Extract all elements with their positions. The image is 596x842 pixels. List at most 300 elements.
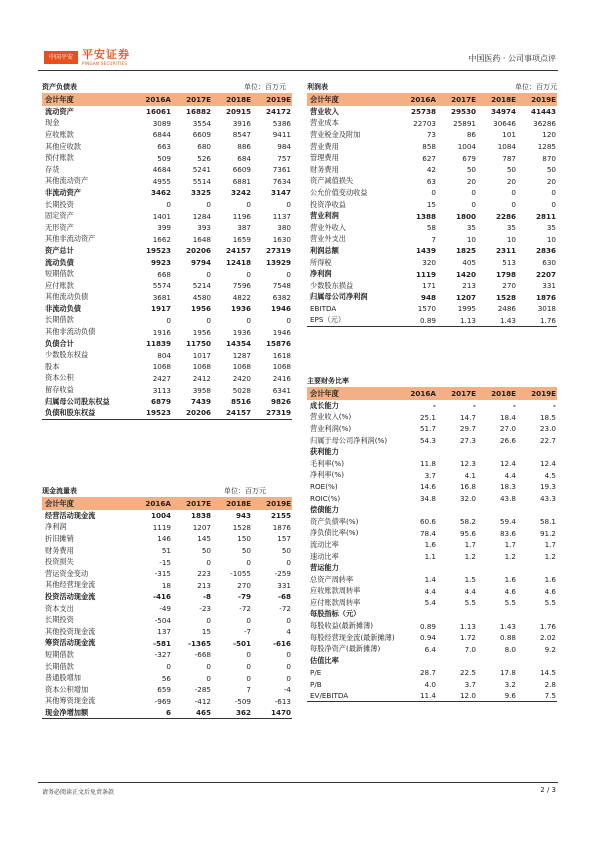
row-label: 营业外支出 bbox=[310, 234, 346, 244]
table-row bbox=[307, 551, 557, 563]
row-value: 60.6 bbox=[419, 517, 436, 527]
unit-label: 单位：百万元 bbox=[515, 82, 557, 91]
row-value: 2286 bbox=[495, 211, 516, 221]
row-value: 15 bbox=[426, 200, 436, 210]
row-value: 270 bbox=[502, 281, 516, 291]
row-value: -327 bbox=[154, 650, 171, 660]
table-row bbox=[42, 568, 292, 580]
row-label: 少数股东损益 bbox=[310, 280, 354, 290]
row-value: 1068 bbox=[192, 362, 211, 372]
row-value: 9794 bbox=[190, 258, 211, 268]
row-value: -8 bbox=[203, 592, 211, 602]
row-label: P/B bbox=[310, 679, 322, 689]
row-value: 2207 bbox=[535, 269, 556, 279]
logo-badge: 中国平安 bbox=[44, 51, 78, 64]
row-value: 5028 bbox=[232, 385, 251, 395]
header-label: 会计年度 bbox=[307, 93, 397, 106]
row-value: -15 bbox=[159, 557, 171, 567]
table-row bbox=[307, 643, 557, 655]
table-row bbox=[42, 152, 292, 164]
row-value bbox=[517, 562, 557, 574]
row-value bbox=[477, 655, 517, 667]
row-label: 其他流动负债 bbox=[45, 292, 89, 302]
table-row bbox=[307, 412, 557, 424]
row-value: 513 bbox=[502, 258, 516, 268]
row-value: 6382 bbox=[272, 292, 291, 302]
row-label: 资产负债率(%) bbox=[310, 516, 359, 526]
row-value: 2486 bbox=[497, 304, 516, 314]
row-value: 8516 bbox=[230, 397, 251, 407]
table-row bbox=[307, 222, 557, 234]
row-value: 0 bbox=[286, 673, 291, 683]
row-value bbox=[437, 609, 477, 621]
row-value: 1068 bbox=[232, 362, 251, 372]
row-value: 2420 bbox=[232, 373, 251, 383]
row-value: 8547 bbox=[232, 130, 251, 140]
table-row bbox=[307, 528, 557, 540]
table-row bbox=[42, 626, 292, 638]
row-value: 1800 bbox=[455, 211, 476, 221]
row-value: 0 bbox=[246, 673, 251, 683]
row-label: 营业利润 bbox=[310, 211, 339, 221]
row-value: 12418 bbox=[225, 258, 251, 268]
row-value: 1.6 bbox=[504, 575, 516, 585]
row-value: 91.2 bbox=[539, 528, 556, 538]
row-label: 所得税 bbox=[310, 257, 332, 267]
row-value: - bbox=[553, 401, 556, 411]
row-value: 0.89 bbox=[397, 315, 437, 327]
row-label: 资本公积增加 bbox=[45, 684, 89, 694]
row-label: 资产总计 bbox=[45, 245, 74, 255]
row-value: 24157 bbox=[225, 246, 251, 256]
row-value: 20206 bbox=[185, 246, 211, 256]
row-value: 25891 bbox=[453, 118, 476, 128]
row-value: 1956 bbox=[190, 304, 211, 314]
table-row bbox=[42, 234, 292, 246]
row-value: 0 bbox=[206, 615, 211, 625]
row-value: 2311 bbox=[495, 246, 516, 256]
row-label: 经营活动现金流 bbox=[45, 510, 96, 520]
row-value: -616 bbox=[273, 638, 291, 648]
row-value: 1.4 bbox=[424, 575, 436, 585]
header-year: 2016A bbox=[132, 497, 172, 510]
row-value: 6 bbox=[132, 707, 172, 719]
row-value: 0 bbox=[286, 662, 291, 672]
row-label: 负债合计 bbox=[45, 338, 74, 348]
row-value: 6881 bbox=[232, 176, 251, 186]
row-value: 19523 bbox=[145, 246, 171, 256]
row-value: -613 bbox=[274, 696, 291, 706]
table-row bbox=[307, 609, 557, 621]
table-row bbox=[42, 199, 292, 211]
row-label: 其他经营现金流 bbox=[45, 580, 96, 590]
row-value: 757 bbox=[277, 153, 291, 163]
row-value: 5386 bbox=[272, 118, 291, 128]
row-label: 现金净增加额 bbox=[42, 707, 132, 719]
row-value: -7 bbox=[243, 627, 251, 637]
row-value: 3958 bbox=[192, 385, 211, 395]
row-value: - bbox=[513, 401, 516, 411]
row-value: 1.5 bbox=[464, 575, 476, 585]
row-value: -23 bbox=[199, 604, 211, 614]
row-label: 应收账款周转率 bbox=[310, 586, 361, 596]
row-label: 其他投资现金流 bbox=[45, 626, 96, 636]
row-value: 51.7 bbox=[419, 424, 436, 434]
row-label: 应付账款周转率 bbox=[310, 597, 361, 607]
row-value: 16061 bbox=[145, 107, 171, 117]
row-value: 150 bbox=[237, 534, 251, 544]
row-value: 1.43 bbox=[499, 621, 516, 631]
table-row bbox=[307, 176, 557, 188]
row-value: 14.6 bbox=[419, 482, 436, 492]
row-label: 长期投资 bbox=[45, 615, 74, 625]
row-value: 5.5 bbox=[464, 598, 476, 608]
header-label: 会计年度 bbox=[307, 387, 397, 400]
table-row bbox=[42, 396, 292, 408]
table-row bbox=[307, 303, 557, 315]
row-value: 3089 bbox=[152, 118, 171, 128]
row-value: 0.88 bbox=[499, 633, 516, 643]
row-value: 4822 bbox=[232, 292, 251, 302]
row-value: 1004 bbox=[457, 142, 476, 152]
row-value: 3242 bbox=[230, 188, 251, 198]
row-value: 1528 bbox=[495, 292, 516, 302]
row-value: 0 bbox=[471, 188, 476, 198]
row-value: 1207 bbox=[455, 292, 476, 302]
row-value: 7.5 bbox=[517, 690, 557, 702]
row-value: 948 bbox=[420, 292, 436, 302]
row-value bbox=[437, 504, 477, 516]
row-value: 1207 bbox=[192, 522, 211, 532]
table-row bbox=[42, 614, 292, 626]
row-value: 11.4 bbox=[397, 690, 437, 702]
row-value: 630 bbox=[542, 258, 556, 268]
row-value bbox=[477, 446, 517, 458]
table-row bbox=[307, 141, 557, 153]
row-value: 0 bbox=[206, 269, 211, 279]
row-value: 50 bbox=[546, 165, 556, 175]
row-label: 净利率(%) bbox=[310, 470, 345, 480]
header-year: 2017E bbox=[172, 93, 212, 106]
row-value: 3681 bbox=[152, 292, 171, 302]
row-value: 101 bbox=[502, 130, 516, 140]
table-row bbox=[307, 493, 557, 505]
row-label: 少数股东权益 bbox=[45, 350, 89, 360]
row-label: 每股净资产(最新摊薄) bbox=[310, 644, 381, 654]
row-value: 1137 bbox=[272, 211, 291, 221]
row-value: 5574 bbox=[152, 281, 171, 291]
table-row bbox=[307, 152, 557, 164]
row-label: 短期借款 bbox=[45, 269, 74, 279]
table-row bbox=[307, 597, 557, 609]
row-label: 每股收益(最新摊薄) bbox=[310, 621, 374, 631]
row-value: 1.13 bbox=[459, 621, 476, 631]
table-row bbox=[307, 199, 557, 211]
cashflow-table bbox=[42, 497, 292, 719]
row-value: 1401 bbox=[152, 211, 171, 221]
row-value: 5514 bbox=[192, 176, 211, 186]
table-row bbox=[42, 303, 292, 315]
row-value: 943 bbox=[235, 511, 251, 521]
row-value: 3462 bbox=[150, 188, 171, 198]
row-value: -416 bbox=[153, 592, 171, 602]
row-value: 0 bbox=[206, 200, 211, 210]
table-row bbox=[42, 315, 292, 327]
table-row bbox=[307, 187, 557, 199]
row-value: 3113 bbox=[152, 385, 171, 395]
row-value: 9826 bbox=[270, 397, 291, 407]
table-row bbox=[42, 361, 292, 373]
row-value: 22.5 bbox=[459, 667, 476, 677]
row-value: 28.7 bbox=[419, 667, 436, 677]
row-value bbox=[397, 446, 437, 458]
row-value bbox=[437, 655, 477, 667]
header-year: 2018E bbox=[212, 497, 252, 510]
row-value: 56 bbox=[161, 673, 171, 683]
row-value: 4.6 bbox=[544, 586, 556, 596]
header-year: 2017E bbox=[172, 497, 212, 510]
row-label: 现金 bbox=[45, 118, 60, 128]
row-value: 804 bbox=[157, 350, 171, 360]
row-label: 其他应收款 bbox=[45, 141, 81, 151]
row-label: 总资产周转率 bbox=[310, 574, 354, 584]
table-row bbox=[42, 707, 292, 719]
table-row bbox=[307, 539, 557, 551]
row-value: 2155 bbox=[270, 511, 291, 521]
row-value: 7634 bbox=[272, 176, 291, 186]
row-label: 负债和股东权益 bbox=[42, 407, 132, 419]
report-category: 中国医药 · 公司事项点评 bbox=[468, 54, 556, 63]
row-value: 2836 bbox=[535, 246, 556, 256]
row-value: 465 bbox=[172, 707, 212, 719]
row-value: 1946 bbox=[270, 304, 291, 314]
table-row bbox=[307, 435, 557, 447]
row-value: 1798 bbox=[495, 269, 516, 279]
table-row bbox=[42, 661, 292, 673]
row-value: 4.0 bbox=[424, 679, 436, 689]
row-value: 0 bbox=[286, 650, 291, 660]
row-value: 50 bbox=[466, 165, 476, 175]
row-label: 投资活动现金流 bbox=[45, 591, 96, 601]
row-value: -969 bbox=[154, 696, 171, 706]
table-row bbox=[307, 586, 557, 598]
row-label: P/E bbox=[310, 667, 322, 677]
row-value: 1.76 bbox=[517, 315, 557, 327]
row-label: 流动资产 bbox=[45, 106, 74, 116]
row-value: 627 bbox=[422, 153, 436, 163]
table-row bbox=[307, 632, 557, 644]
row-value: -285 bbox=[194, 685, 211, 695]
row-value bbox=[517, 655, 557, 667]
header-label: 会计年度 bbox=[42, 497, 132, 510]
row-value: 0 bbox=[206, 662, 211, 672]
table-row bbox=[307, 245, 557, 257]
row-value: 3.7 bbox=[464, 679, 476, 689]
row-value: 1570 bbox=[417, 304, 436, 314]
ratios-table bbox=[307, 387, 557, 702]
row-value: 1470 bbox=[252, 707, 292, 719]
row-value: 18.5 bbox=[539, 412, 556, 422]
income-table bbox=[307, 93, 557, 327]
table-row bbox=[42, 187, 292, 199]
row-value: 0 bbox=[431, 188, 436, 198]
table-row bbox=[42, 141, 292, 153]
table-header-row bbox=[307, 387, 557, 400]
row-value: 984 bbox=[277, 142, 291, 152]
row-value bbox=[397, 609, 437, 621]
row-value: 0 bbox=[246, 269, 251, 279]
row-label: 营业成本 bbox=[310, 118, 339, 128]
financial-ratios bbox=[307, 374, 557, 702]
row-value: 42 bbox=[426, 165, 436, 175]
row-value: 20206 bbox=[172, 407, 212, 419]
row-value: 1648 bbox=[192, 234, 211, 244]
row-value: 1995 bbox=[457, 304, 476, 314]
section-title: 资产负债表 bbox=[42, 82, 77, 91]
row-value: 34974 bbox=[490, 107, 516, 117]
row-value: 32.0 bbox=[459, 494, 476, 504]
row-label: 财务费用 bbox=[45, 545, 74, 555]
row-value: 213 bbox=[462, 281, 476, 291]
row-value: 1.7 bbox=[464, 540, 476, 550]
table-row bbox=[42, 696, 292, 708]
row-value: 6609 bbox=[192, 130, 211, 140]
row-value: 11839 bbox=[145, 339, 171, 349]
row-value: 1.76 bbox=[539, 621, 556, 631]
table-header-row bbox=[42, 497, 292, 510]
row-label: 应付账款 bbox=[45, 280, 74, 290]
row-value: 405 bbox=[462, 258, 476, 268]
row-value: 7 bbox=[431, 234, 436, 244]
row-value: 213 bbox=[197, 580, 211, 590]
table-row bbox=[307, 562, 557, 574]
table-row bbox=[307, 268, 557, 280]
row-value: 2.02 bbox=[539, 633, 556, 643]
row-label: 流动负债 bbox=[45, 257, 74, 267]
row-value: 1068 bbox=[272, 362, 291, 372]
row-value: 25.1 bbox=[419, 412, 436, 422]
row-value: 25738 bbox=[410, 107, 436, 117]
row-value: 270 bbox=[237, 580, 251, 590]
row-value: 9.2 bbox=[544, 644, 556, 654]
row-value: 35 bbox=[506, 223, 516, 233]
row-label: 归属母公司净利润 bbox=[310, 292, 368, 302]
row-value: -68 bbox=[278, 592, 291, 602]
row-label: 获利能力 bbox=[310, 447, 339, 457]
row-value: 50 bbox=[506, 165, 516, 175]
row-value: 50 bbox=[201, 546, 211, 556]
income-statement bbox=[307, 80, 557, 327]
table-row bbox=[42, 280, 292, 292]
row-value: 3018 bbox=[537, 304, 556, 314]
row-value: 16882 bbox=[185, 107, 211, 117]
table-row bbox=[42, 533, 292, 545]
row-value: 0 bbox=[166, 662, 171, 672]
table-row bbox=[307, 574, 557, 586]
row-value: 14.5 bbox=[539, 667, 556, 677]
table-row bbox=[42, 338, 292, 350]
table-row bbox=[42, 164, 292, 176]
table-row bbox=[42, 210, 292, 222]
row-value: 30646 bbox=[493, 118, 516, 128]
row-value: 50 bbox=[241, 546, 251, 556]
row-label: 非流动资产 bbox=[45, 187, 81, 197]
table-row bbox=[42, 545, 292, 557]
row-value: 1.43 bbox=[477, 315, 517, 327]
row-value: 10 bbox=[466, 234, 476, 244]
row-value: 3147 bbox=[270, 188, 291, 198]
row-value: 43.3 bbox=[539, 494, 556, 504]
row-value: 19523 bbox=[132, 407, 172, 419]
row-label: 偿债能力 bbox=[310, 505, 339, 515]
table-row bbox=[307, 164, 557, 176]
row-value: 19.3 bbox=[539, 482, 556, 492]
row-value: 1.13 bbox=[437, 315, 477, 327]
row-value: 2416 bbox=[272, 373, 291, 383]
table-row bbox=[42, 556, 292, 568]
row-value: -668 bbox=[194, 650, 211, 660]
row-value: 1.7 bbox=[504, 540, 516, 550]
table-row bbox=[307, 655, 557, 667]
table-row bbox=[42, 349, 292, 361]
row-value bbox=[517, 446, 557, 458]
table-header-row bbox=[42, 93, 292, 106]
row-value bbox=[437, 562, 477, 574]
row-value: 393 bbox=[197, 223, 211, 233]
row-value: 18 bbox=[161, 580, 171, 590]
row-label: 留存收益 bbox=[45, 385, 74, 395]
table-row bbox=[42, 118, 292, 130]
row-label: 筹资活动现金流 bbox=[45, 638, 96, 648]
section-title: 现金流量表 bbox=[42, 486, 77, 495]
row-value: 63 bbox=[426, 176, 436, 186]
row-label: 资本公积 bbox=[45, 373, 74, 383]
table-row bbox=[307, 106, 557, 118]
row-label: 营业外收入 bbox=[310, 222, 346, 232]
row-value: 1916 bbox=[152, 327, 171, 337]
row-value: 15876 bbox=[265, 339, 291, 349]
row-value: 78.4 bbox=[419, 528, 436, 538]
table-row bbox=[42, 684, 292, 696]
row-value: -501 bbox=[233, 638, 251, 648]
row-value: 1936 bbox=[232, 327, 251, 337]
table-row bbox=[42, 129, 292, 141]
row-value: 1.2 bbox=[544, 552, 556, 562]
row-value: 3.2 bbox=[504, 679, 516, 689]
row-value: -315 bbox=[154, 569, 171, 579]
row-label: 普通股增加 bbox=[45, 673, 81, 683]
table-row bbox=[307, 446, 557, 458]
table-row bbox=[307, 400, 557, 412]
row-value: 4 bbox=[286, 627, 291, 637]
row-value: 684 bbox=[237, 153, 251, 163]
row-value bbox=[437, 446, 477, 458]
disclaimer-note: 请务必阅读正文后免责条款 bbox=[42, 789, 115, 796]
table-row bbox=[42, 672, 292, 684]
row-value: 14354 bbox=[225, 339, 251, 349]
row-value: 0.94 bbox=[419, 633, 436, 643]
unit-label: 单位：百万元 bbox=[244, 82, 286, 91]
table-row bbox=[42, 522, 292, 534]
row-value: 120 bbox=[542, 130, 556, 140]
row-value: 1.6 bbox=[424, 540, 436, 550]
row-value: 1630 bbox=[272, 234, 291, 244]
row-label: 管理费用 bbox=[310, 153, 339, 163]
row-value: 4.1 bbox=[464, 470, 476, 480]
row-label: 其他非流动负债 bbox=[45, 327, 96, 337]
row-label: 长期投资 bbox=[45, 199, 74, 209]
row-value: 6844 bbox=[152, 130, 171, 140]
